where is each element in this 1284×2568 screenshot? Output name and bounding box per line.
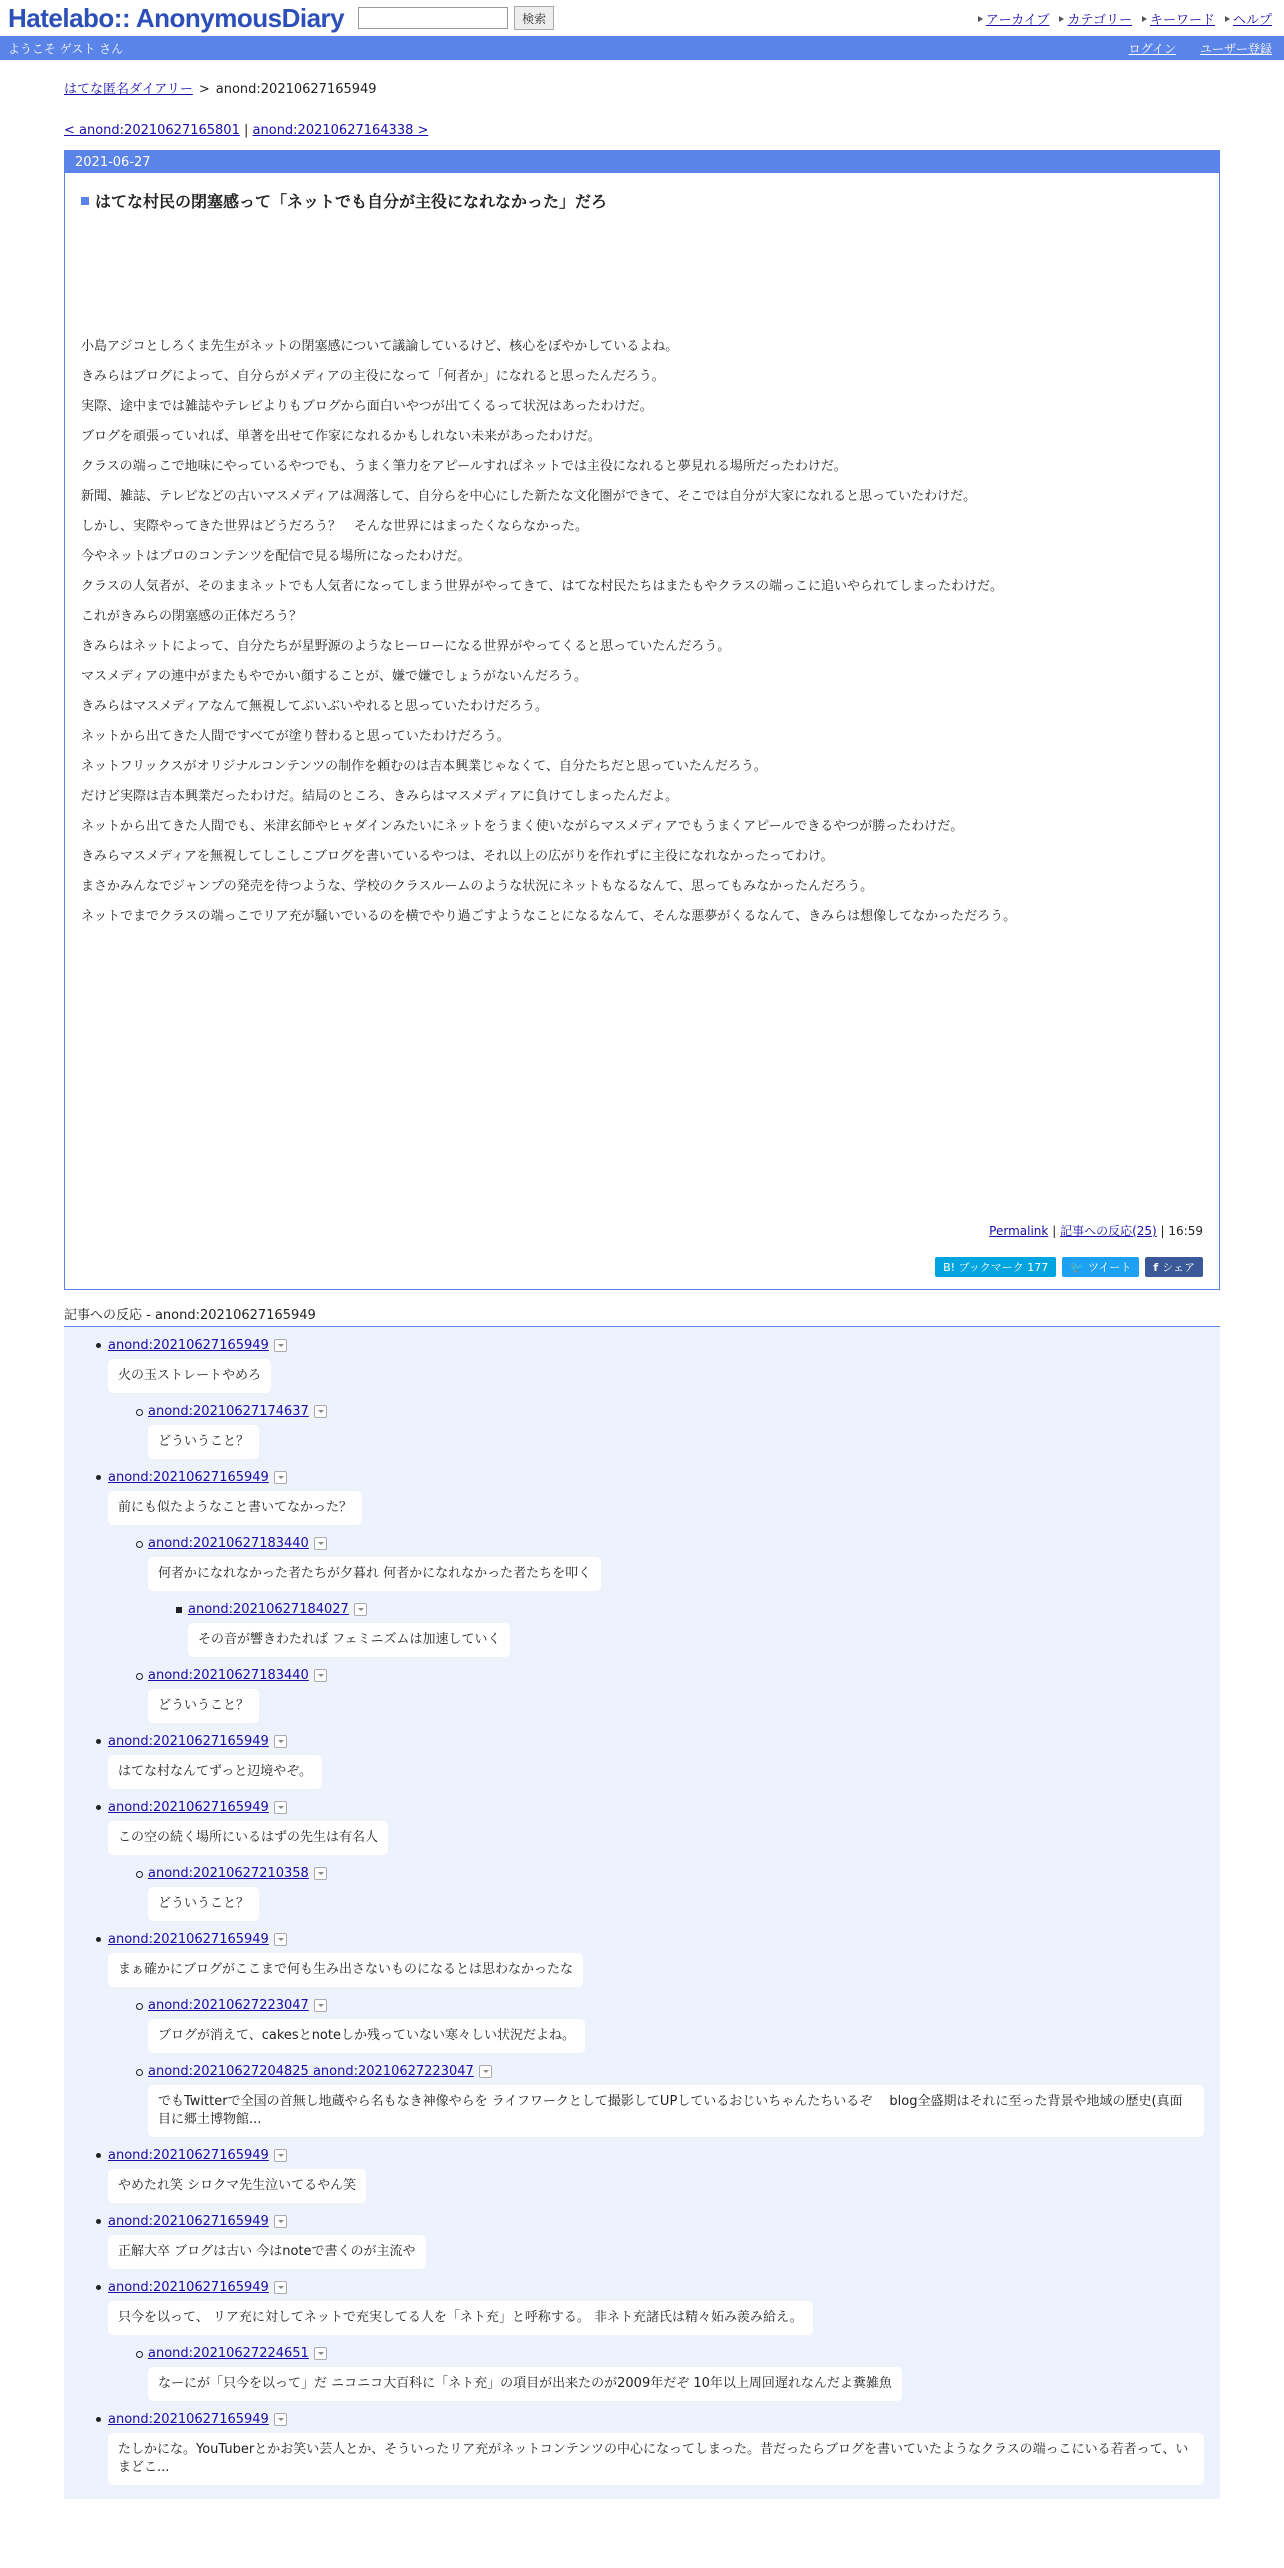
reaction-item — [64, 1335, 1220, 1401]
list-bullet-icon — [136, 2003, 143, 2010]
reaction-link[interactable]: anond:20210627183440 — [148, 1667, 309, 1683]
reaction-item — [64, 1599, 1220, 1665]
post-time: 16:59 — [1168, 1224, 1203, 1238]
reaction-item — [64, 1533, 1220, 1599]
article-paragraph: まさかみんなでジャンプの発売を待つような、学校のクラスルームのような状況にネットもなるなんて、思ってもみなかったんだろう。 — [81, 879, 874, 894]
hatena-bookmark-button[interactable]: B! ブックマーク 177 — [935, 1257, 1056, 1277]
dropdown-icon[interactable] — [274, 2215, 287, 2228]
dropdown-icon[interactable] — [354, 1603, 367, 1616]
reaction-link[interactable]: anond:20210627183440 — [148, 1535, 309, 1551]
dropdown-icon[interactable] — [274, 1471, 287, 1484]
reaction-link[interactable]: anond:20210627165949 — [108, 1931, 269, 1947]
reaction-bubble-wrap — [108, 2165, 1220, 2211]
dropdown-icon[interactable] — [479, 2065, 492, 2078]
article-paragraph: クラスの端っこで地味にやっているやつでも、うまく筆力をアピールすればネットでは主役になれると夢見れる場所だったわけだ。 — [81, 459, 847, 474]
reaction-text: どういうこと？ — [148, 1887, 259, 1921]
nav-help[interactable] — [1225, 9, 1272, 28]
reaction-text: たしかにな。YouTuberとかお笑い芸人とか、そういったリア充がネットコンテンツの中心になってしまった。昔だったらブログを書いていたようなクラスの端っこにいる若者って、いまどこ... — [108, 2433, 1204, 2485]
site-logo[interactable]: Hatelabo:: AnonymousDiary — [8, 2, 345, 33]
reaction-bubble-wrap — [108, 1817, 1220, 1863]
article-footer — [81, 1222, 1203, 1239]
reaction-item — [64, 1731, 1220, 1797]
account-links — [1129, 40, 1272, 57]
nav-archive[interactable] — [978, 9, 1050, 28]
facebook-share-button[interactable] — [1145, 1257, 1203, 1277]
reaction-header — [108, 1797, 1220, 1817]
reaction-text: 正解大卒 ブログは古い 今はnoteで書くのが主流や — [108, 2235, 426, 2269]
reaction-item — [64, 2211, 1220, 2277]
reaction-header — [108, 1335, 1220, 1355]
breadcrumb-separator: > — [198, 82, 210, 97]
dropdown-icon[interactable] — [274, 1339, 287, 1352]
reactions-heading: 記事への反応 - anond:20210627165949 — [64, 1304, 1220, 1327]
reaction-bubble-wrap — [148, 2085, 1220, 2137]
permalink-link[interactable]: Permalink — [989, 1224, 1049, 1238]
article-title — [81, 189, 1203, 212]
article-paragraph: 実際、途中までは雑誌やテレビよりもブログから面白いやつが出てくるって状況はあったわけだ。 — [81, 399, 653, 414]
reaction-bubble-wrap — [108, 2231, 1220, 2277]
reaction-link[interactable]: anond:20210627165949 — [108, 1799, 269, 1815]
article-paragraph: きみらはネットによって、自分たちが星野源のようなヒーローになる世界がやってくると思っていたんだろう。 — [81, 639, 731, 654]
reaction-header — [148, 1665, 1220, 1685]
article-body — [65, 173, 1219, 1289]
nav-archive-link[interactable]: アーカイブ — [985, 13, 1050, 28]
article-paragraph: 新聞、雑誌、テレビなどの古いマスメディアは凋落して、自分らを中心にした新たな文化圏ができて、そこでは自分が大家になれると思っていたわけだ。 — [81, 489, 977, 504]
article-paragraph: 小島アジコとしろくま先生がネットの閉塞感について議論しているけど、核心をぼやかしているよね。 — [81, 339, 679, 354]
list-bullet-icon — [136, 2351, 143, 2358]
reaction-link[interactable]: anond:20210627210358 — [148, 1865, 309, 1881]
reaction-item — [64, 2277, 1220, 2343]
search-button[interactable]: 検索 — [514, 6, 554, 30]
reaction-bubble-wrap — [148, 2363, 1220, 2409]
article-title-text: はてな村民の閉塞感って「ネットでも自分が主役になれなかった」だろ — [95, 192, 608, 211]
article-content — [81, 332, 1203, 932]
footer-pipe: | — [1160, 1224, 1165, 1238]
reaction-link[interactable]: anond:20210627224651 — [148, 2345, 309, 2361]
register-link[interactable]: ユーザー登録 — [1199, 41, 1272, 56]
header — [0, 0, 1284, 36]
dropdown-icon[interactable] — [314, 1537, 327, 1550]
reaction-text: 何者かになれなかった者たちが夕暮れ 何者かになれなかった者たちを叩く — [148, 1557, 601, 1591]
dropdown-icon[interactable] — [314, 1999, 327, 2012]
article-paragraph: きみらマスメディアを無視してしこしこブログを書いているやつは、それ以上の広がりを作れずに主役になれなかったってわけ。 — [81, 849, 834, 864]
list-bullet-icon — [96, 1343, 101, 1348]
breadcrumb-home[interactable]: はてな匿名ダイアリー — [64, 82, 193, 97]
reaction-item — [64, 1665, 1220, 1731]
article-date: 2021-06-27 — [65, 151, 1219, 173]
reaction-bubble-wrap — [148, 1883, 1220, 1929]
list-bullet-icon — [96, 2153, 101, 2158]
reaction-text: 前にも似たようなこと書いてなかった？ — [108, 1491, 362, 1525]
article-paragraph: きみらはブログによって、自分らがメディアの主役になって「何者か」になれると思ったんだろう。 — [81, 369, 665, 384]
article-paragraph: だけど実際は吉本興業だったわけだ。結局のところ、きみらはマスメディアに負けてしまったんだよ。 — [81, 789, 678, 804]
share-buttons — [81, 1257, 1203, 1277]
list-bullet-icon — [176, 1607, 182, 1613]
list-bullet-icon — [96, 1475, 101, 1480]
list-bullet-icon — [96, 1739, 101, 1744]
reaction-link[interactable]: anond:20210627165949 — [108, 2213, 269, 2229]
article-paragraph: ネットから出てきた人間でも、米津玄師やヒャダインみたいにネットをうまく使いながらマスメディアでもうまくアピールできるやつが勝ったわけだ。 — [81, 819, 964, 834]
list-bullet-icon — [136, 1673, 143, 1680]
footer-pipe: | — [1052, 1224, 1057, 1238]
dropdown-icon[interactable] — [274, 1735, 287, 1748]
article-paragraph: これがきみらの閉塞感の正体だろう？ — [81, 609, 303, 624]
reaction-bubble-wrap — [188, 1619, 1220, 1665]
reaction-link[interactable]: anond:20210627204825 anond:20210627223047 — [148, 2063, 474, 2079]
article-paragraph: きみらはマスメディアなんて無視してぶいぶいやれると思っていたわけだろう。 — [81, 699, 548, 714]
arrow-icon — [1142, 16, 1147, 22]
reaction-text: でもTwitterで全国の首無し地蔵やら名もなき神像やらを ライフワークとして撮影してUPしているおじいちゃんたちいるぞ blog全盛期はそれに至った背景や地域の歴史(真面目に郷土博物館... — [148, 2085, 1204, 2137]
dropdown-icon[interactable] — [314, 2347, 327, 2360]
reaction-link[interactable]: anond:20210627165949 — [108, 1733, 269, 1749]
reaction-text: 只今を以って、 リア充に対してネットで充実してる人を「ネト充」と呼称する。 非ネト充諸氏は精々妬み羨み給え。 — [108, 2301, 813, 2335]
tweet-label: ツイート — [1087, 1261, 1132, 1274]
arrow-icon — [978, 16, 983, 22]
list-bullet-icon — [136, 1871, 143, 1878]
reaction-text: この空の続く場所にいるはずの先生は有名人 — [108, 1821, 388, 1855]
welcome-text: ようこそ ゲスト さん — [8, 41, 124, 56]
login-link[interactable]: ログイン — [1128, 41, 1176, 56]
reaction-text: まぁ確かにブログがここまで何も生み出さないものになるとは思わなかったな — [108, 1953, 583, 1987]
arrow-icon — [1059, 16, 1064, 22]
reaction-text: どういうこと？ — [148, 1425, 259, 1459]
reaction-item — [64, 2145, 1220, 2211]
share-label: シェア — [1162, 1261, 1195, 1274]
reaction-text: その音が響きわたれば フェミニズムは加速していく — [188, 1623, 510, 1657]
article-paragraph: マスメディアの連中がまたもやでかい顔することが、嫌で嫌でしょうがないんだろう。 — [81, 669, 587, 684]
tweet-button[interactable] — [1062, 1257, 1139, 1277]
reaction-item — [64, 1467, 1220, 1533]
reaction-link[interactable]: anond:20210627165949 — [108, 2279, 269, 2295]
reaction-link[interactable]: anond:20210627165949 — [108, 2411, 269, 2427]
nav-keyword-link[interactable]: キーワード — [1149, 13, 1215, 28]
reaction-bubble-wrap — [108, 2297, 1220, 2343]
reaction-header — [108, 2409, 1220, 2429]
reaction-header — [148, 2343, 1220, 2363]
reaction-bubble-wrap — [108, 1355, 1220, 1401]
reaction-item — [64, 2061, 1220, 2137]
reaction-header — [188, 1599, 1220, 1619]
reactions-list — [64, 1327, 1220, 2499]
list-bullet-icon — [96, 2417, 101, 2422]
reaction-item — [64, 1863, 1220, 1929]
reaction-bubble-wrap — [108, 1949, 1220, 1995]
article-paragraph: ブログを頑張っていれば、単著を出せて作家になれるかもしれない未来があったわけだ。 — [81, 429, 601, 444]
reaction-text: やめたれ笑 シロクマ先生泣いてるやん笑 — [108, 2169, 366, 2203]
dropdown-icon[interactable] — [314, 1867, 327, 1880]
dropdown-icon[interactable] — [274, 2413, 287, 2426]
reaction-header — [148, 1533, 1220, 1553]
nav-keyword[interactable] — [1142, 9, 1215, 28]
list-bullet-icon — [136, 2069, 143, 2076]
dropdown-icon[interactable] — [314, 1405, 327, 1418]
reactions-link[interactable]: 記事への反応(25) — [1060, 1224, 1157, 1238]
nav-category-link[interactable]: カテゴリー — [1067, 13, 1132, 28]
reaction-header — [148, 1401, 1220, 1421]
facebook-icon: f — [1153, 1260, 1159, 1274]
nav-category[interactable] — [1059, 9, 1131, 28]
reaction-item — [64, 1401, 1220, 1467]
reaction-item — [64, 1797, 1220, 1863]
reaction-link[interactable]: anond:20210627165949 — [108, 1337, 269, 1353]
reaction-header — [108, 1467, 1220, 1487]
reaction-bubble-wrap — [148, 1421, 1220, 1467]
list-bullet-icon — [96, 2219, 101, 2224]
reaction-header — [148, 1863, 1220, 1883]
reaction-bubble-wrap — [108, 1487, 1220, 1533]
top-nav — [978, 9, 1272, 28]
reaction-link[interactable]: anond:20210627223047 — [148, 1997, 309, 2013]
reaction-header — [108, 2277, 1220, 2297]
article-paragraph: クラスの人気者が、そのままネットでも人気者になってしまう世界がやってきて、はてな村民たちはまたもやクラスの端っこに追いやられてしまったわけだ。 — [81, 579, 1003, 594]
dropdown-icon[interactable] — [274, 2149, 287, 2162]
list-bullet-icon — [96, 1937, 101, 1942]
reaction-link[interactable]: anond:20210627165949 — [108, 2147, 269, 2163]
entry-pager — [64, 123, 1220, 138]
list-bullet-icon — [96, 2285, 101, 2290]
reaction-link[interactable]: anond:20210627174637 — [148, 1403, 309, 1419]
dropdown-icon[interactable] — [274, 1801, 287, 1814]
search-input[interactable] — [358, 7, 508, 29]
reaction-item — [64, 1929, 1220, 1995]
article-paragraph: しかし、実際やってきた世界はどうだろう？ そんな世界にはまったくならなかった。 — [81, 519, 589, 534]
reaction-text: はてな村なんてずっと辺境やぞ。 — [108, 1755, 322, 1789]
article-paragraph: ネットでまでクラスの端っこでリア充が騒いでいるのを横でやり過ごすようなことになるなんて、そんな悪夢がくるなんて、きみらは想像してなかっただろう。 — [81, 909, 1017, 924]
dropdown-icon[interactable] — [314, 1669, 327, 1682]
list-bullet-icon — [136, 1409, 143, 1416]
reaction-bubble-wrap — [148, 1553, 1220, 1599]
reaction-text: どういうこと？ — [148, 1689, 259, 1723]
list-bullet-icon — [96, 1805, 101, 1810]
reaction-header — [108, 2211, 1220, 2231]
reaction-text: ブログが消えて、cakesとnoteしか残っていない寒々しい状況だよね。 — [148, 2019, 585, 2053]
article-paragraph: ネットから出てきた人間ですべてが塗り替わると思っていたわけだろう。 — [81, 729, 510, 744]
reaction-bubble-wrap — [108, 1751, 1220, 1797]
reaction-header — [108, 2145, 1220, 2165]
next-entry-link[interactable]: anond:20210627164338 > — [252, 123, 429, 138]
pager-divider: | — [244, 123, 249, 138]
reaction-header — [108, 1731, 1220, 1751]
breadcrumb-current: anond:20210627165949 — [215, 82, 377, 97]
article-paragraph: 今やネットはプロのコンテンツを配信で見る場所になったわけだ。 — [81, 549, 471, 564]
reaction-link[interactable]: anond:20210627165949 — [108, 1469, 269, 1485]
reaction-item — [64, 1995, 1220, 2061]
arrow-icon — [1225, 16, 1230, 22]
article — [64, 150, 1220, 1290]
twitter-bird-icon: 🐦 — [1070, 1260, 1084, 1274]
welcome-bar — [0, 36, 1284, 60]
reaction-header — [108, 1929, 1220, 1949]
reaction-header — [148, 2061, 1220, 2081]
reaction-text: 火の玉ストレートやめろ — [108, 1359, 271, 1393]
prev-entry-link[interactable]: < anond:20210627165801 — [64, 123, 240, 138]
reaction-link[interactable]: anond:20210627184027 — [188, 1601, 349, 1617]
dropdown-icon[interactable] — [274, 1933, 287, 1946]
reaction-bubble-wrap — [148, 2015, 1220, 2061]
dropdown-icon[interactable] — [274, 2281, 287, 2294]
reaction-bubble-wrap — [148, 1685, 1220, 1731]
reaction-bubble-wrap — [108, 2433, 1220, 2485]
list-bullet-icon — [136, 1541, 143, 1548]
reaction-item — [64, 2343, 1220, 2409]
article-paragraph: ネットフリックスがオリジナルコンテンツの制作を頼むのは吉本興業じゃなくて、自分たちだと思っていたんだろう。 — [81, 759, 767, 774]
breadcrumb — [64, 78, 1220, 97]
square-bullet-icon[interactable] — [81, 197, 89, 205]
nav-help-link[interactable]: ヘルプ — [1232, 13, 1272, 28]
reaction-item — [64, 2409, 1220, 2485]
reaction-text: なーにが「只今を以って」だ ニコニコ大百科に「ネト充」の項目が出来たのが2009年だぞ 10年以上周回遅れなんだよ糞雑魚 — [148, 2367, 902, 2401]
reaction-header — [148, 1995, 1220, 2015]
main — [64, 60, 1220, 2499]
